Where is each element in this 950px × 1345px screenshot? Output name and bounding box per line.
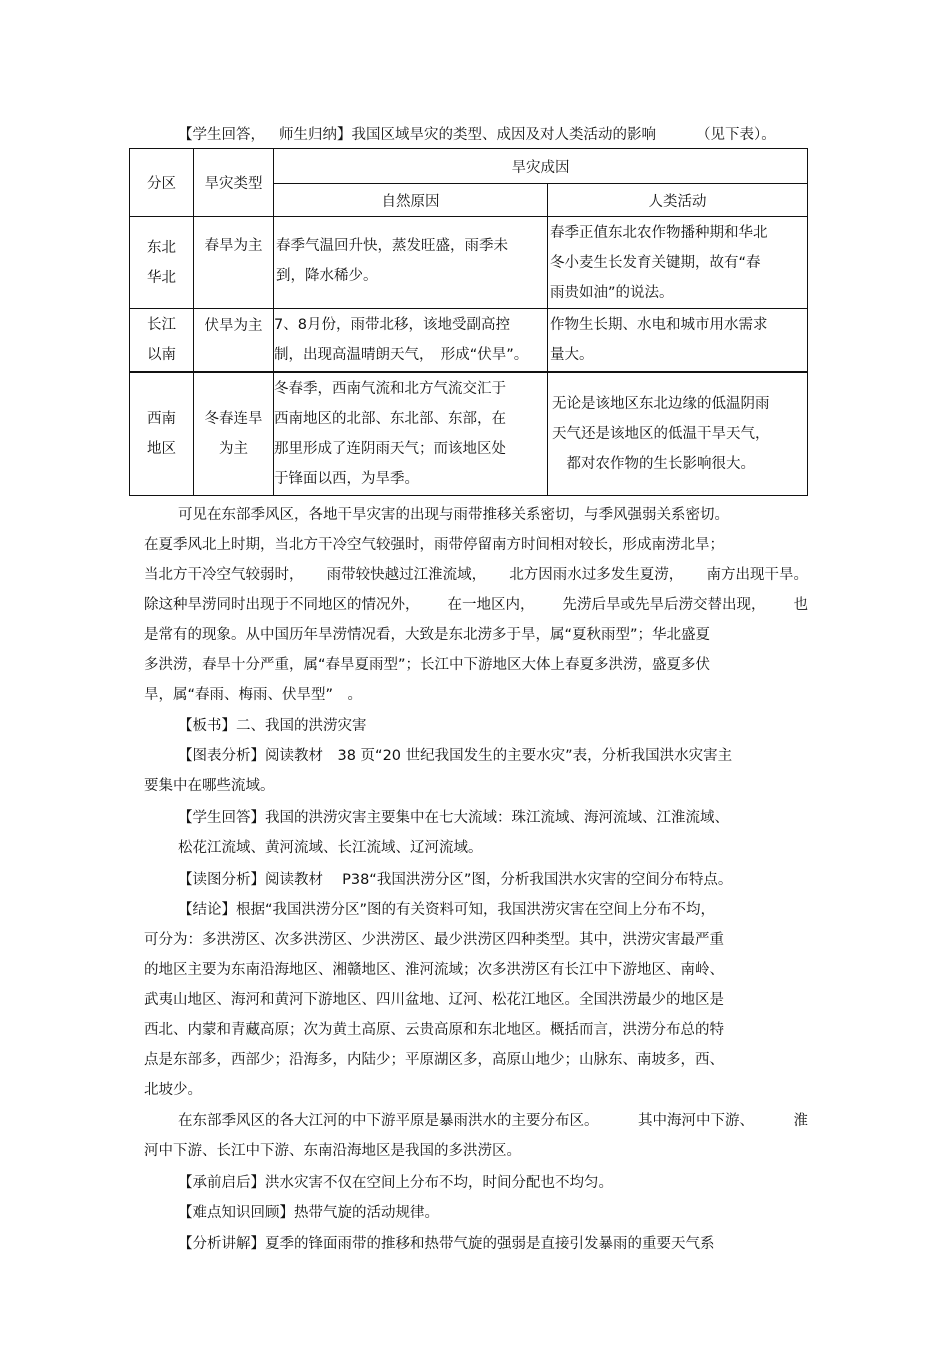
paragraph-line: 除这种旱涝同时出现于不同地区的情况外， 在一地区内， 先涝后旱或先旱后涝交替出现， 也 — [144, 597, 808, 613]
paragraph-line: 在东部季风区的各大江河的中下游平原是暴雨洪水的主要分布区。 其中海河中下游、 淮 — [178, 1113, 808, 1129]
paragraph-line: 在夏季风北上时期，当北方干冷空气较强时，雨带停留南方时间相对较长，形成南涝北旱； — [144, 537, 724, 553]
type-cell: 春旱为主 — [194, 217, 274, 309]
intro-mid: 师生归纳】我国区域旱灾的类型、成因及对人类活动的影响 — [279, 127, 656, 143]
natural-cell: 7、8月份，雨带北移，该地受副高控 制，出现高温晴朗天气， 形成“伏旱”。 — [274, 309, 548, 372]
paragraph-line: 当北方干冷空气较弱时， 雨带较快越过江淮流域， 北方因雨水过多发生夏涝， 南方出现干旱。 — [144, 567, 808, 583]
natural-cell: 春季气温回升快，蒸发旺盛，雨季未 到，降水稀少。 — [274, 217, 548, 309]
type-cell: 伏旱为主 — [194, 309, 274, 372]
paragraph-line: 河中下游、长江中下游、东南沿海地区是我国的多洪涝区。 — [144, 1143, 521, 1159]
paragraph-line: 旱，属“春雨、梅雨、伏旱型” 。 — [144, 687, 363, 703]
map-analysis-line: 【读图分析】阅读教材 P38“我国洪涝分区”图，分析我国洪水灾害的空间分布特点。 — [178, 872, 733, 888]
review-line: 【难点知识回顾】热带气旋的活动规律。 — [178, 1205, 439, 1221]
conclusion-line: 可分为：多洪涝区、次多洪涝区、少洪涝区、最少洪涝区四种类型。其中，洪涝灾害最严重 — [144, 932, 724, 948]
answer-line: 【学生回答】我国的洪涝灾害主要集中在七大流域：珠江流域、海河流域、江淮流域、 — [178, 810, 729, 826]
region-cell: 西南 地区 — [130, 372, 194, 496]
intro-right: （见下表）。 — [696, 127, 776, 143]
chart-analysis-line: 【图表分析】阅读教材 38 页“20 世纪我国发生的主要水灾”表，分析我国洪水灾害主 — [178, 748, 733, 764]
conclusion-line: 点是东部多，西部少；沿海多，内陆少；平原湖区多，高原山地少；山脉东、南坡多，西、 — [144, 1052, 724, 1068]
intro-left: 【学生回答， — [178, 127, 265, 143]
conclusion-line: 【结论】根据“我国洪涝分区”图的有关资料可知，我国洪涝灾害在空间上分布不均， — [178, 902, 716, 918]
conclusion-line: 武夷山地区、海河和黄河下游地区、四川盆地、辽河、松花江地区。全国洪涝最少的地区是 — [144, 992, 724, 1008]
conclusion-line: 西北、内蒙和青藏高原；次为黄土高原、云贵高原和东北地区。概括而言，洪涝分布总的特 — [144, 1022, 724, 1038]
header-natural: 自然原因 — [274, 184, 548, 217]
chart-analysis-line: 要集中在哪些流域。 — [144, 778, 275, 794]
region-cell: 东北 华北 — [130, 217, 194, 309]
header-cause: 旱灾成因 — [274, 149, 808, 184]
header-region: 分区 — [130, 149, 194, 217]
table-row — [130, 372, 808, 496]
table-row — [130, 309, 808, 372]
intro-line — [178, 125, 776, 145]
type-cell: 冬春连旱 为主 — [194, 372, 274, 496]
natural-cell: 冬春季，西南气流和北方气流交汇于 西南地区的北部、东北部、东部，在 那里形成了连阴雨天气；而该地区处 于锋面以西，为旱季。 — [274, 372, 548, 496]
paragraph-line: 多洪涝，春旱十分严重，属“春旱夏雨型”；长江中下游地区大体上春夏多洪涝，盛夏多伏 — [144, 657, 711, 673]
header-human: 人类活动 — [548, 184, 808, 217]
explain-line: 【分析讲解】夏季的锋面雨带的推移和热带气旋的强弱是直接引发暴雨的重要天气系 — [178, 1236, 715, 1252]
paragraph-line: 可见在东部季风区，各地干旱灾害的出现与雨带推移关系密切，与季风强弱关系密切。 — [178, 507, 729, 523]
drought-table — [129, 148, 808, 496]
human-cell: 无论是该地区东北边缘的低温阴雨 天气还是该地区的低温干旱天气， 都对农作物的生长影响很大。 — [548, 372, 808, 496]
table-row — [130, 217, 808, 309]
paragraph-line: 是常有的现象。从中国历年旱涝情况看，大致是东北涝多于旱，属“夏秋雨型”；华北盛夏 — [144, 627, 711, 643]
conclusion-line: 北坡少。 — [144, 1082, 202, 1098]
conclusion-line: 的地区主要为东南沿海地区、湘赣地区、淮河流域；次多洪涝区有长江中下游地区、南岭、 — [144, 962, 724, 978]
transition-line: 【承前启后】洪水灾害不仅在空间上分布不均，时间分配也不均匀。 — [178, 1175, 613, 1191]
header-type: 旱灾类型 — [194, 149, 274, 217]
board-heading: 【板书】二、我国的洪涝灾害 — [178, 718, 367, 734]
answer-line: 松花江流域、黄河流域、长江流域、辽河流域。 — [178, 840, 483, 856]
human-cell: 春季正值东北农作物播种期和华北 冬小麦生长发育关键期，故有“春 雨贵如油”的说法。 — [548, 217, 808, 309]
human-cell: 作物生长期、水电和城市用水需求 量大。 — [548, 309, 808, 372]
region-cell: 长江 以南 — [130, 309, 194, 372]
